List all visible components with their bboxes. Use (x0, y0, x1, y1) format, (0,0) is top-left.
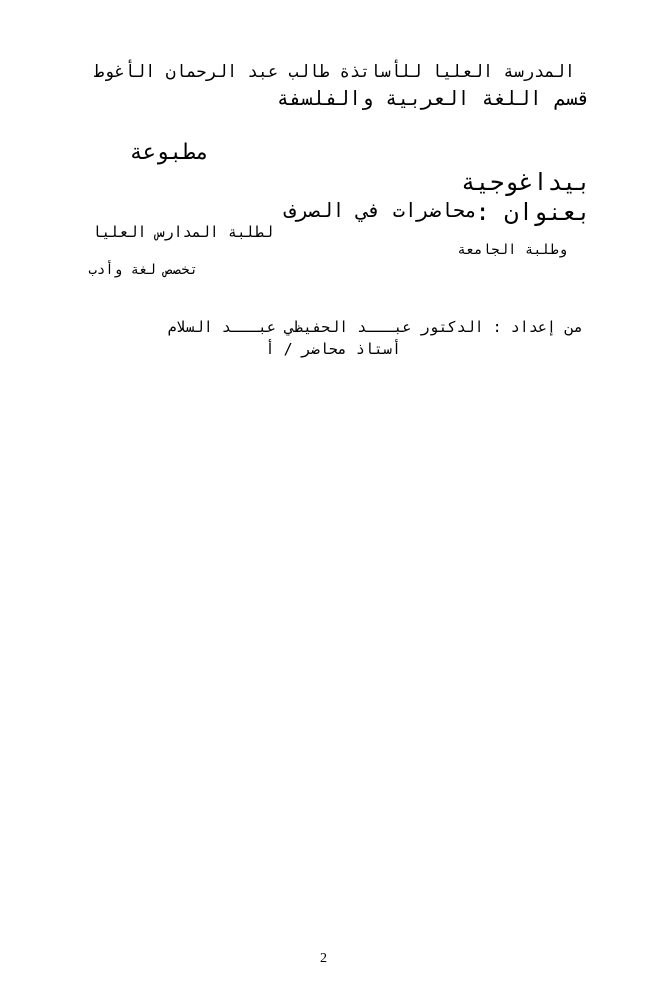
page-number: 2 (320, 951, 327, 966)
specialty-line: تخصص لغة وأدب (88, 262, 198, 278)
document-type: مطبوعة (129, 140, 209, 165)
document-kind: بيداغوجية (460, 168, 591, 196)
author-line: من إعداد : الدكتور عبـــد الحفيظي عبـــد السلام (167, 318, 583, 336)
author-title: أستاذ محاضر / أ (265, 340, 401, 358)
audience-line-1: لطلبة المدارس العليا (92, 223, 273, 241)
department-name: قسم اللغة العربية والفلسفة (276, 86, 590, 110)
document-title-label: بعنوان : (475, 198, 591, 226)
audience-line-2: وطلبة الجامعة (457, 242, 567, 258)
document-title-value: محاضرات في الصرف (284, 198, 477, 222)
school-name: المدرسة العليا للأساتذة طالب عبد الرحمان الأغوط (93, 62, 575, 82)
